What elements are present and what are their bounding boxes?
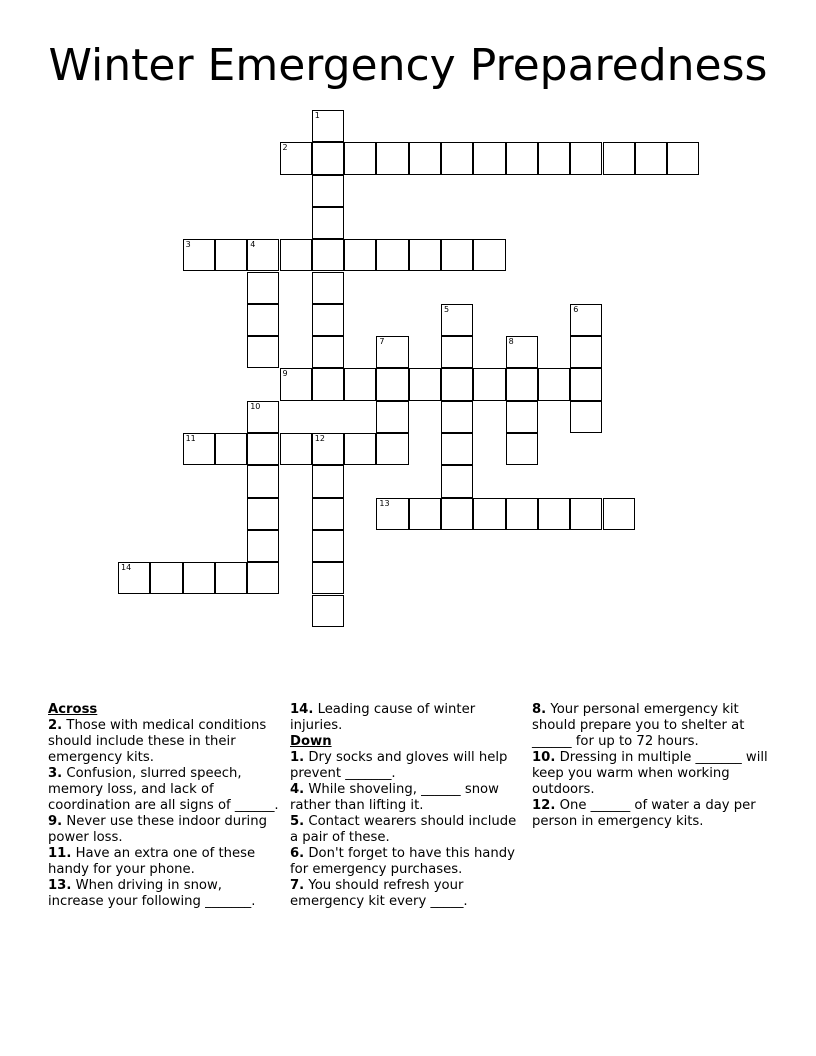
- crossword-cell[interactable]: [376, 368, 408, 400]
- crossword-cell[interactable]: [441, 336, 473, 368]
- crossword-cell[interactable]: [667, 142, 699, 174]
- crossword-cell[interactable]: [506, 433, 538, 465]
- crossword-cell[interactable]: [247, 336, 279, 368]
- crossword-cell[interactable]: [247, 530, 279, 562]
- crossword-cell[interactable]: [247, 401, 279, 433]
- clue-number: 14: [121, 563, 132, 573]
- crossword-cell[interactable]: [538, 498, 570, 530]
- crossword-cell[interactable]: [441, 433, 473, 465]
- crossword-cell[interactable]: [635, 142, 667, 174]
- crossword-cell[interactable]: [473, 498, 505, 530]
- crossword-cell[interactable]: [376, 239, 408, 271]
- clue-number: 8: [508, 337, 514, 347]
- crossword-cell[interactable]: [247, 465, 279, 497]
- down-heading: Down: [290, 734, 332, 749]
- crossword-cell[interactable]: [312, 207, 344, 239]
- clue-across-3: 3. Confusion, slurred speech, memory loss, and lack of coordination are all signs of ______.: [48, 766, 279, 813]
- clue-number: 2: [282, 143, 288, 153]
- crossword-cell[interactable]: [506, 142, 538, 174]
- crossword-cell[interactable]: [409, 498, 441, 530]
- crossword-cell[interactable]: [247, 239, 279, 271]
- crossword-cell[interactable]: [376, 401, 408, 433]
- crossword-cell[interactable]: [312, 336, 344, 368]
- clue-number: 6: [573, 304, 579, 314]
- crossword-cell[interactable]: [441, 304, 473, 336]
- crossword-cell[interactable]: [570, 336, 602, 368]
- crossword-cell[interactable]: [183, 239, 215, 271]
- crossword-cell[interactable]: [215, 433, 247, 465]
- clue-across-2: 2. Those with medical conditions should include these in their emergency kits.: [48, 718, 267, 765]
- clue-down-12: 12. One ______ of water a day per person in emergency kits.: [532, 798, 756, 829]
- crossword-cell[interactable]: [344, 142, 376, 174]
- clue-number: 12: [314, 434, 325, 443]
- clue-across-13: 13. When driving in snow, increase your following _______.: [48, 878, 256, 909]
- crossword-cell[interactable]: [247, 562, 279, 594]
- clue-down-8: 8. Your personal emergency kit should prepare you to shelter at ______ for up to 72 hours.: [532, 702, 745, 749]
- crossword-cell[interactable]: [473, 239, 505, 271]
- crossword-cell[interactable]: [506, 401, 538, 433]
- crossword-cell[interactable]: [215, 562, 247, 594]
- crossword-cell[interactable]: [344, 368, 376, 400]
- crossword-cell[interactable]: [247, 433, 279, 465]
- crossword-cell[interactable]: [312, 110, 344, 142]
- crossword-cell[interactable]: [280, 368, 312, 400]
- clue-down-7: 7. You should refresh your emergency kit every _____.: [290, 878, 468, 909]
- crossword-cell[interactable]: [376, 498, 408, 530]
- crossword-cell[interactable]: [506, 498, 538, 530]
- clue-down-6: 6. Don't forget to have this handy for emergency purchases.: [290, 846, 515, 877]
- crossword-cell[interactable]: [344, 433, 376, 465]
- crossword-cell[interactable]: [280, 433, 312, 465]
- crossword-cell[interactable]: [376, 433, 408, 465]
- crossword-cell[interactable]: [538, 368, 570, 400]
- clue-across-11: 11. Have an extra one of these handy for your phone.: [48, 846, 256, 877]
- crossword-cell[interactable]: [570, 401, 602, 433]
- crossword-cell[interactable]: [570, 142, 602, 174]
- clue-across-9: 9. Never use these indoor during power loss.: [48, 814, 267, 845]
- crossword-cell[interactable]: [603, 142, 635, 174]
- clue-across-14: 14. Leading cause of winter injuries.: [290, 702, 476, 733]
- clue-number: 10: [250, 401, 261, 411]
- clue-number: 9: [282, 369, 288, 379]
- crossword-cell[interactable]: [603, 498, 635, 530]
- crossword-cell[interactable]: [312, 498, 344, 530]
- clue-down-10: 10. Dressing in multiple _______ will keep you warm when working outdoors.: [532, 750, 768, 797]
- crossword-cell[interactable]: [473, 142, 505, 174]
- crossword-cell[interactable]: [312, 239, 344, 271]
- crossword-cell[interactable]: [118, 562, 150, 594]
- puzzle-title: Winter Emergency Preparedness: [48, 40, 768, 91]
- crossword-cell[interactable]: [280, 142, 312, 174]
- clue-number: 1: [314, 111, 320, 120]
- crossword-cell[interactable]: [247, 304, 279, 336]
- crossword-cell[interactable]: [247, 498, 279, 530]
- crossword-cell[interactable]: [312, 562, 344, 594]
- clue-down-4: 4. While shoveling, ______ snow rather than lifting it.: [290, 782, 499, 813]
- crossword-cell[interactable]: [441, 401, 473, 433]
- crossword-cell[interactable]: [506, 368, 538, 400]
- crossword-cell[interactable]: [441, 239, 473, 271]
- crossword-cell[interactable]: [570, 498, 602, 530]
- crossword-cell[interactable]: [409, 368, 441, 400]
- crossword-cell[interactable]: [570, 368, 602, 400]
- crossword-cell[interactable]: [312, 465, 344, 497]
- crossword-cell[interactable]: [441, 498, 473, 530]
- crossword-cell[interactable]: [215, 239, 247, 271]
- crossword-cell[interactable]: [344, 239, 376, 271]
- clue-down-5: 5. Contact wearers should include a pair of these.: [290, 814, 517, 845]
- crossword-cell[interactable]: [183, 562, 215, 594]
- crossword-cell[interactable]: [150, 562, 182, 594]
- crossword-cell[interactable]: [247, 272, 279, 304]
- clue-number: 7: [379, 337, 385, 347]
- crossword-cell[interactable]: [441, 368, 473, 400]
- crossword-cell[interactable]: [538, 142, 570, 174]
- crossword-cell[interactable]: [376, 336, 408, 368]
- crossword-cell[interactable]: [312, 304, 344, 336]
- crossword-cell[interactable]: [473, 368, 505, 400]
- clues-column-3: [532, 702, 772, 830]
- crossword-cell[interactable]: [183, 433, 215, 465]
- crossword-cell[interactable]: [312, 272, 344, 304]
- clue-number: 3: [185, 240, 191, 250]
- crossword-cell[interactable]: [312, 368, 344, 400]
- clues-column-1: [48, 702, 280, 910]
- crossword-cell[interactable]: [312, 595, 344, 627]
- crossword-cell[interactable]: [312, 433, 344, 465]
- crossword-cell[interactable]: [409, 239, 441, 271]
- crossword-cell[interactable]: [441, 142, 473, 174]
- clue-number: 11: [185, 434, 196, 443]
- clue-number: 4: [250, 240, 256, 250]
- crossword-cell[interactable]: [506, 336, 538, 368]
- clue-number: 13: [379, 498, 390, 508]
- clues-column-2: [290, 702, 522, 910]
- clue-down-1: 1. Dry socks and gloves will help prevent _______.: [290, 750, 508, 781]
- crossword-cell[interactable]: [409, 142, 441, 174]
- crossword-cell[interactable]: [280, 239, 312, 271]
- crossword-cell[interactable]: [312, 530, 344, 562]
- across-heading: Across: [48, 702, 98, 717]
- clue-number: 5: [444, 304, 450, 314]
- crossword-cell[interactable]: [570, 304, 602, 336]
- crossword-cell[interactable]: [312, 175, 344, 207]
- crossword-cell[interactable]: [441, 465, 473, 497]
- crossword-cell[interactable]: [376, 142, 408, 174]
- crossword-cell[interactable]: [312, 142, 344, 174]
